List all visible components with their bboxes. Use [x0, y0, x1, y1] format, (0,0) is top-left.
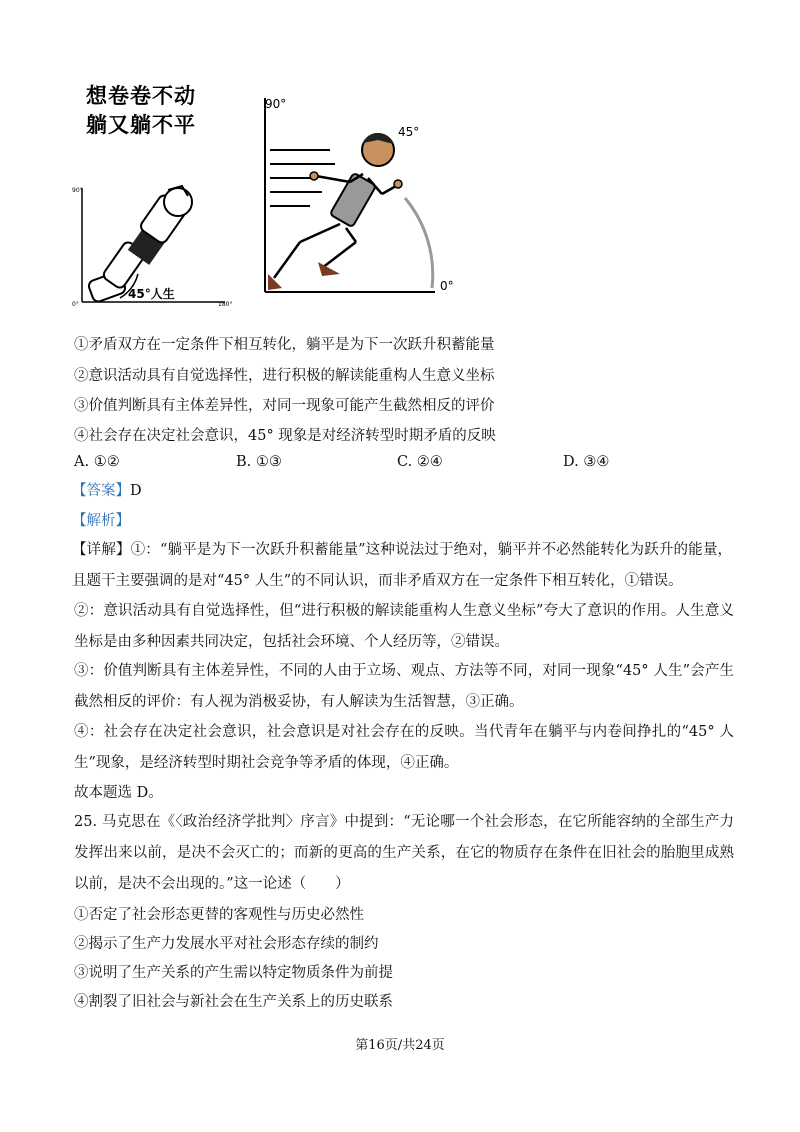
meme-illustration	[60, 78, 480, 318]
option-c: C. ②④	[397, 454, 443, 470]
q25-statement-2: ②揭示了生产力发展水平对社会形态存续的制约	[74, 936, 379, 952]
q24-statement-2: ②意识活动具有自觉选择性，进行积极的解读能重构人生意义坐标	[74, 368, 495, 384]
q24-statement-3: ③价值判断具有主体差异性，对同一现象可能产生截然相反的评价	[74, 398, 495, 414]
q25-statement-1: ①否定了社会形态更替的客观性与历史必然性	[74, 907, 364, 923]
small-tick-90: 90°	[72, 187, 83, 194]
q25-stem: 25. 马克思在《〈政治经济学批判〉序言》中提到：“无论哪一个社会形态，在它所能容纳的全部生产力发挥出来以前，是决不会灭亡的；而新的更高的生产关系，在它的物质存在条件在旧社会的胎胞里成熟以前，是决不会出现的。”这一论述（ ）	[74, 814, 734, 892]
meme-caption-line2: 躺又躺不平	[86, 113, 196, 137]
detail-paragraph-3: ③：价值判断具有主体差异性，不同的人由于立场、观点、方法等不同，对同一现象“45° 人生”会产生截然相反的评价：有人视为消极妥协，有人解读为生活智慧，③正确。	[74, 663, 734, 710]
big-label-90: 90°	[265, 97, 287, 111]
q24-statement-4: ④社会存在决定社会意识，45° 现象是对经济转型时期矛盾的反映	[74, 428, 496, 444]
small-tick-0: 0°	[72, 301, 79, 308]
detail-paragraph-2: ②：意识活动具有自觉选择性，但“进行积极的解读能重构人生意义坐标”夸大了意识的作用。人生意义坐标是由多种因素共同决定，包括社会环境、个人经历等，②错误。	[74, 603, 734, 650]
big-label-45: 45°	[398, 125, 420, 139]
detail-paragraph-4: ④：社会存在决定社会意识，社会意识是对社会存在的反映。当代青年在躺平与内卷间挣扎的“45° 人生”现象，是经济转型时期社会竞争等矛盾的体现，④正确。	[74, 724, 734, 771]
answer-line	[72, 480, 142, 502]
option-d: D. ③④	[563, 454, 610, 470]
analysis-tag: 【解析】	[72, 513, 130, 529]
q25-statement-4: ④割裂了旧社会与新社会在生产关系上的历史联系	[74, 994, 393, 1010]
big-angle-chart	[265, 97, 454, 293]
small-angle-chart	[72, 186, 232, 308]
q24-statement-1: ①矛盾双方在一定条件下相互转化，躺平是为下一次跃升积蓄能量	[74, 337, 495, 353]
small-chart-label: 45°人生	[128, 287, 175, 301]
answer-value: D	[130, 483, 142, 499]
meme-caption-line1: 想卷卷不动	[86, 84, 196, 108]
option-b: B. ①③	[236, 454, 282, 470]
answer-tag: 【答案】	[72, 483, 130, 499]
big-label-0: 0°	[440, 279, 454, 293]
page-footer: 第16页/共24页	[355, 1038, 445, 1053]
option-a: A. ①②	[74, 454, 120, 470]
conclusion: 故本题选 D。	[74, 785, 163, 801]
detail-paragraph-1: 【详解】①：“躺平是为下一次跃升积蓄能量”这种说法过于绝对，躺平并不必然能转化为跃升的能量，且题干主要强调的是对“45° 人生”的不同认识，而非矛盾双方在一定条件下相互转化，①错误。	[72, 542, 732, 589]
q25-statement-3: ③说明了生产关系的产生需以特定物质条件为前提	[74, 965, 393, 981]
small-tick-180: 180°	[218, 301, 233, 308]
stick-figure-diagram	[60, 78, 480, 318]
